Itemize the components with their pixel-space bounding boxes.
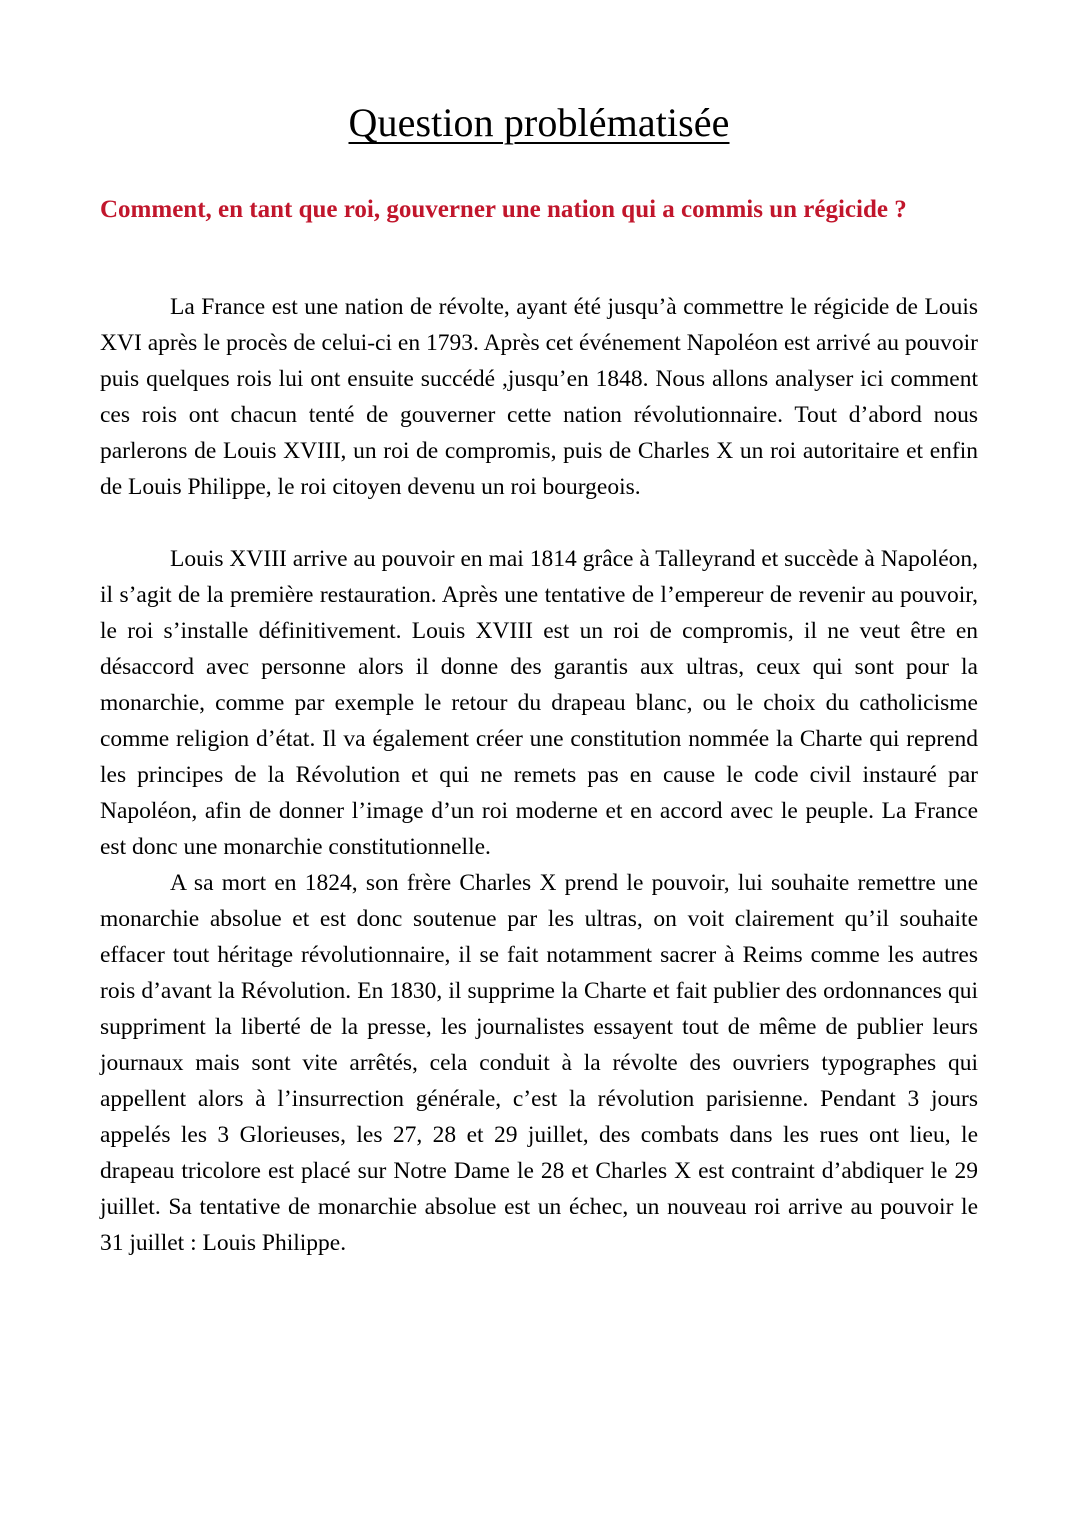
paragraph-louis-xviii: Louis XVIII arrive au pouvoir en mai 1814 grâce à Talleyrand et succède à Napoléon, il s’agit de la première restauration. Après une tentative de l’empereur de revenir au pouvoir, le roi s’installe définitivement. Louis XVIII est un roi de compromis, il ne veut être en désaccord avec personne alors il donne des garantis aux ultras, ceux qui sont pour la monarchie, comme par exemple le retour du drapeau blanc, ou le choix du catholicisme comme religion d’état. Il va également créer une constitution nommée la Charte qui reprend les principes de la Révolution et qui ne remets pas en cause le code civil instauré par Napoléon, afin de donner l’image d’un roi moderne et en accord avec le peuple. La France est donc une monarchie constitutionnelle. (100, 546, 978, 860)
document-content (100, 0, 978, 1261)
page-title (100, 0, 978, 146)
page-title-text: Question problématisée (348, 100, 730, 145)
question-heading: Comment, en tant que roi, gouverner une nation qui a commis un régicide ? (100, 196, 907, 223)
paragraph-intro: La France est une nation de révolte, ayant été jusqu’à commettre le régicide de Louis XVI après le procès de celui-ci en 1793. Après cet événement Napoléon est arrivé au pouvoir puis quelques rois lui ont ensuite succédé ,jusqu’en 1848. Nous allons analyser ici comment ces rois ont chacun tenté de gouverner cette nation révolutionnaire. Tout d’abord nous parlerons de Louis XVIII, un roi de compromis, puis de Charles X un roi autoritaire et enfin de Louis Philippe, le roi citoyen devenu un roi bourgeois. (100, 294, 978, 500)
paragraph-charles-x: A sa mort en 1824, son frère Charles X prend le pouvoir, lui souhaite remettre une monarchie absolue et est donc soutenue par les ultras, on voit clairement qu’il souhaite effacer tout héritage révolutionnaire, il se fait notamment sacrer à Reims comme les autres rois d’avant la Révolution. En 1830, il supprime la Charte et fait publier des ordonnances qui suppriment la liberté de la presse, les journalistes essayent tout de même de publier leurs journaux mais sont vite arrêtés, cela conduit à la révolte des ouvriers typographes qui appellent alors à l’insurrection générale, c’est la révolution parisienne. Pendant 3 jours appelés les 3 Glorieuses, les 27, 28 et 29 juillet, des combats dans les rues ont lieu, le drapeau tricolore est placé sur Notre Dame le 28 et Charles X est contraint d’abdiquer le 29 juillet. Sa tentative de monarchie absolue est un échec, un nouveau roi arrive au pouvoir le 31 juillet : Louis Philippe. (100, 870, 978, 1256)
